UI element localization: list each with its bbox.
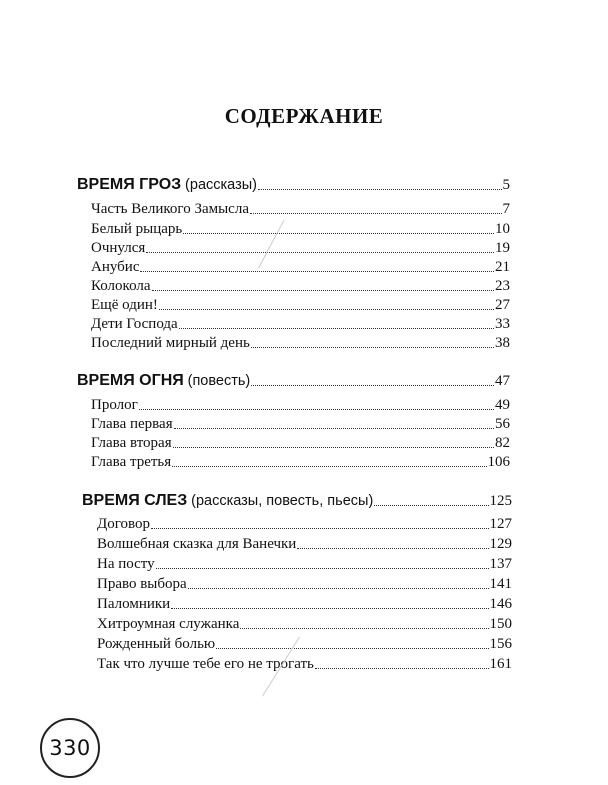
toc-entry xyxy=(97,556,512,573)
section-subtitle: (повесть) xyxy=(187,373,251,389)
toc-entry xyxy=(97,516,512,533)
entry-title: Ещё один! xyxy=(91,297,158,313)
dot-leader xyxy=(173,447,494,448)
dot-leader xyxy=(188,588,489,589)
dot-leader xyxy=(251,385,494,386)
toc-entry xyxy=(91,221,510,238)
toc-entry xyxy=(97,636,512,653)
toc-entry xyxy=(91,316,510,333)
entry-title: Белый рыцарь xyxy=(91,221,183,237)
entry-title: Глава вторая xyxy=(91,435,172,451)
entry-page-number: 127 xyxy=(489,516,512,532)
toc-entry xyxy=(97,576,512,593)
dot-leader xyxy=(183,233,494,234)
entry-page-number: 10 xyxy=(495,221,510,237)
entry-page-number: 137 xyxy=(489,556,512,572)
dot-leader xyxy=(297,548,488,549)
entry-page-number: 141 xyxy=(489,576,512,592)
entry-page-number: 146 xyxy=(489,596,512,612)
entry-title: Волшебная сказка для Ванечки xyxy=(97,536,297,552)
entry-title: Дети Господа xyxy=(91,316,178,332)
entry-page-number: 27 xyxy=(495,297,510,313)
entry-page-number: 156 xyxy=(489,636,512,652)
page-number-circle xyxy=(40,718,100,778)
toc-entry xyxy=(97,616,512,633)
entry-title: Пролог xyxy=(91,397,138,413)
dot-leader xyxy=(151,528,489,529)
entry-title: Право выбора xyxy=(97,576,187,592)
dot-leader xyxy=(174,428,494,429)
page-title: СОДЕРЖАНИЕ xyxy=(224,104,384,128)
dot-leader xyxy=(139,409,494,410)
toc-entry xyxy=(91,297,510,314)
toc-section-heading xyxy=(77,176,510,194)
toc-section-heading xyxy=(82,492,512,510)
toc-entry xyxy=(97,656,512,673)
dot-leader xyxy=(315,668,489,669)
entry-page-number: 19 xyxy=(495,240,510,256)
entry-page-number: 33 xyxy=(495,316,510,332)
entry-title: Глава третья xyxy=(91,454,172,470)
entry-page-number: 56 xyxy=(495,416,510,432)
entry-title: Очнулся xyxy=(91,240,146,256)
toc-entry xyxy=(91,278,510,295)
dot-leader xyxy=(146,252,494,253)
entry-title: Хитроумная служанка xyxy=(97,616,240,632)
toc-entry xyxy=(91,397,510,414)
toc-entry xyxy=(97,596,512,613)
toc-entry xyxy=(91,335,510,352)
section-title: ВРЕМЯ ГРОЗ xyxy=(77,176,182,193)
entry-title: Анубис xyxy=(91,259,140,275)
entry-title: Последний мирный день xyxy=(91,335,250,351)
toc-entry xyxy=(91,454,510,471)
section-page-number: 125 xyxy=(489,493,512,509)
entry-title: Глава первая xyxy=(91,416,173,432)
toc-entry xyxy=(91,416,510,433)
dot-leader xyxy=(172,466,486,467)
entry-title: Часть Великого Замысла xyxy=(91,201,249,217)
entry-page-number: 49 xyxy=(495,397,510,413)
dot-leader xyxy=(152,290,494,291)
dot-leader xyxy=(179,328,494,329)
entry-page-number: 161 xyxy=(489,656,512,672)
entry-page-number: 21 xyxy=(495,259,510,275)
entry-title: Договор xyxy=(97,516,150,532)
dot-leader xyxy=(156,568,489,569)
section-subtitle: (рассказы, повесть, пьесы) xyxy=(191,493,374,509)
dot-leader xyxy=(251,347,494,348)
entry-page-number: 106 xyxy=(487,454,510,470)
toc-entry xyxy=(91,435,510,452)
entry-title: Колокола xyxy=(91,278,151,294)
section-page-number: 5 xyxy=(502,177,510,193)
section-page-number: 47 xyxy=(495,373,510,389)
entry-title: Паломники xyxy=(97,596,171,612)
entry-page-number: 82 xyxy=(495,435,510,451)
dot-leader xyxy=(159,309,494,310)
toc-entry xyxy=(97,536,512,553)
section-subtitle: (рассказы) xyxy=(185,177,257,193)
entry-title: Так что лучше тебе его не трогать xyxy=(97,656,314,672)
entry-title: Рожденный болью xyxy=(97,636,216,652)
entry-page-number: 129 xyxy=(489,536,512,552)
toc-entry xyxy=(91,240,510,257)
entry-page-number: 23 xyxy=(495,278,510,294)
dot-leader xyxy=(140,271,494,272)
toc-entry xyxy=(91,259,510,276)
dot-leader xyxy=(374,505,488,506)
dot-leader xyxy=(250,213,502,214)
dot-leader xyxy=(258,189,502,190)
entry-page-number: 38 xyxy=(495,335,510,351)
dot-leader xyxy=(171,608,488,609)
section-title: ВРЕМЯ ОГНЯ xyxy=(77,372,184,389)
entry-title: На посту xyxy=(97,556,155,572)
dot-leader xyxy=(240,628,488,629)
dot-leader xyxy=(216,648,488,649)
entry-page-number: 150 xyxy=(489,616,512,632)
page-number: 330 xyxy=(49,736,91,760)
toc-entry xyxy=(91,201,510,218)
entry-page-number: 7 xyxy=(502,201,510,217)
section-title: ВРЕМЯ СЛЕЗ xyxy=(82,492,188,509)
toc-section-heading xyxy=(77,372,510,390)
